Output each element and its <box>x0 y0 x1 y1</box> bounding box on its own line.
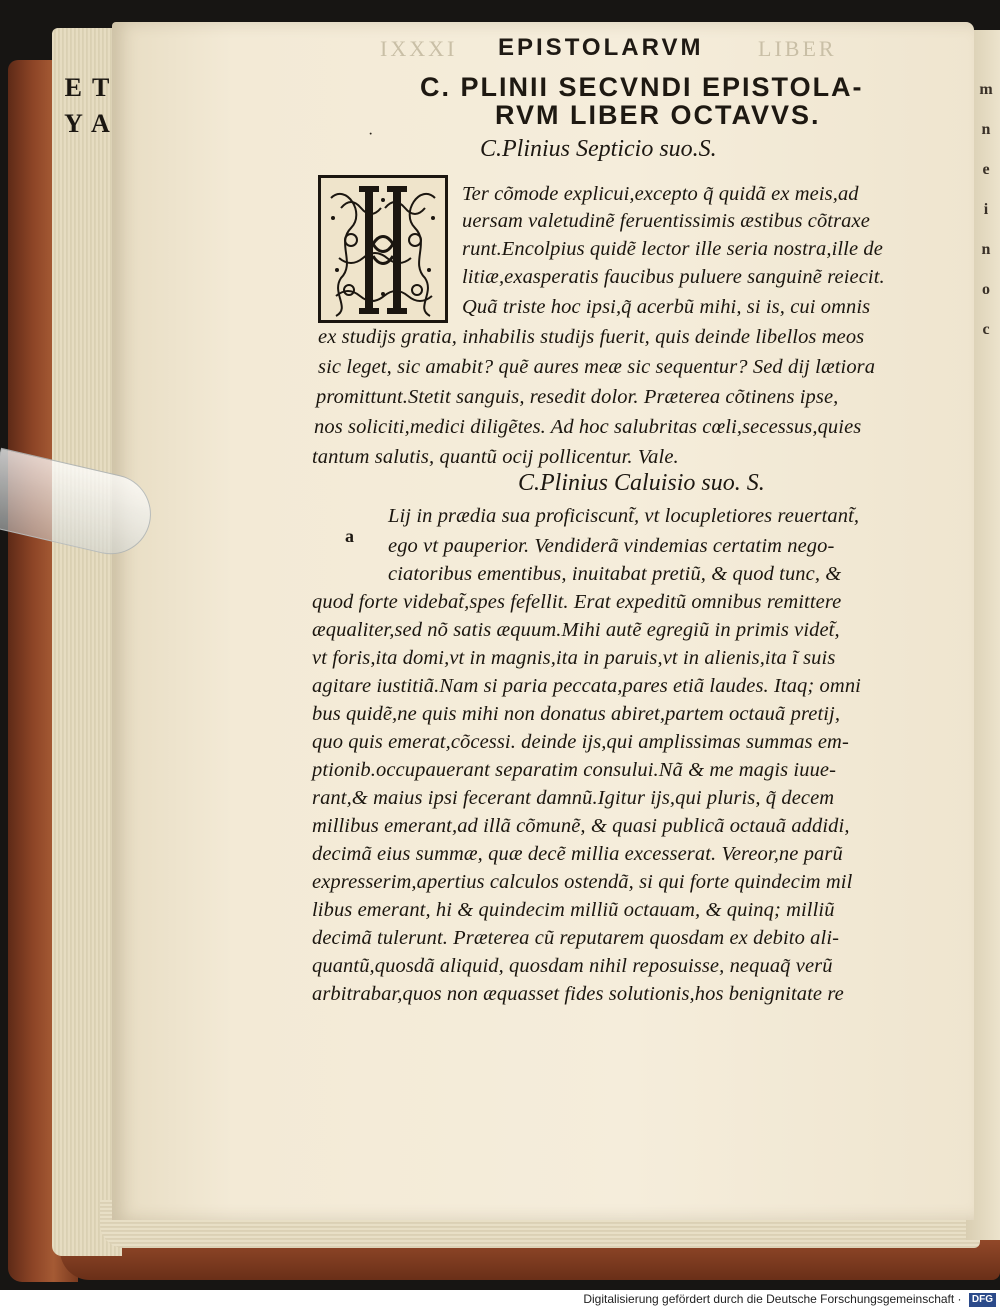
facing-mark: m <box>979 81 993 98</box>
letter-2-line: decimã eius summæ, quæ decẽ millia excesserat. Vereor,ne parũ <box>312 843 843 865</box>
facing-mark: c <box>982 321 990 338</box>
letter-1-line: Ter cõmode explicui,excepto q̃ quidã ex meis,ad <box>462 183 859 205</box>
letter-1-salutation: C.Plinius Septicio suo.S. <box>480 136 717 162</box>
footer-credit: Digitalisierung gefördert durch die Deutsche Forschungsgemeinschaft · <box>583 1292 962 1306</box>
facing-mark: e <box>982 161 990 178</box>
letter-1-line: uersam valetudinẽ feruentissimis æstibus cõtraxe <box>462 210 870 232</box>
letter-2-line: ptionib.occupauerant separatim consului.Nã & me magis iuue- <box>312 759 837 781</box>
header-show-through-left: IXXXI <box>380 36 458 61</box>
letter-2-line: arbitrabar,quos non æquasset fides solutionis,hos benignitate re <box>312 983 844 1005</box>
letter-2-line: quo quis emerat,cõcessi. deinde ijs,qui amplissimas summas em- <box>312 731 849 753</box>
letter-1-line: Quã triste hoc ipsi,q̃ acerbũ mihi, si is, cui omnis <box>462 296 871 318</box>
spine-label: E T Y A <box>64 73 112 138</box>
letter-1-line: nos soliciti,medici diligẽtes. Ad hoc salubritas cœli,secessus,quies <box>314 416 862 438</box>
letter-2-line: millibus emerant,ad illã cõmunẽ, & quasi publicã octauã addidi, <box>312 815 850 837</box>
letter-1-line: ex studijs gratia, inhabilis studijs fuerit, quis deinde libellos meos <box>318 326 865 348</box>
facing-mark: o <box>982 281 990 298</box>
letter-2-line: quod forte videbat̃,spes fefellit. Erat expeditũ omnibus remittere <box>312 591 842 613</box>
letter-1-line: tantum salutis, quantũ ocij pollicentur. Vale. <box>312 446 679 468</box>
letter-2-line: decimã tulerunt. Præterea cũ reputarem quosdam ex debito ali- <box>312 927 840 949</box>
letter-2-line: agitare iustitiã.Nam si paria peccata,pares etiã laudes. Itaq; omni <box>312 675 861 697</box>
letter-1-line: promittunt.Stetit sanguis, resedit dolor. Præterea cõtinens ipse, <box>316 386 839 408</box>
letter-2-line: æqualiter,sed nõ satis æquum.Mihi autẽ egregiũ in primis videt̃, <box>312 619 840 641</box>
letter-1-line: sic leget, sic amabit? quẽ aures meæ sic sequentur? Sed dij lætiora <box>318 356 876 378</box>
letter-2-line: ciatoribus ementibus, inuitabat pretiũ, & quod tunc, & <box>388 563 842 585</box>
digitization-footer <box>396 1290 996 1308</box>
facing-mark: n <box>981 241 991 258</box>
letter-2-line: ego vt pauperior. Vendiderã vindemias certatim nego- <box>388 535 835 557</box>
book-title-line-2: RVM LIBER OCTAVVS. <box>495 100 821 130</box>
letter-2-line: vt foris,ita domi,vt in magnis,ita in paruis,vt in alienis,ita ĩ suis <box>312 647 836 669</box>
dfg-logo: DFG <box>969 1293 996 1307</box>
ink-dot: · <box>368 126 374 143</box>
letter-2-line: bus quidẽ,ne quis mihi non donatus abiret,partem octauã pretij, <box>312 703 841 725</box>
letter-2-line: Lij in prædia sua proficiscunt̃, vt locupletiores reuertant̃, <box>388 505 860 527</box>
letter-2-line: rant,& maius ipsi fecerant damnũ.Igitur ijs,qui pluris, q̃ decem <box>312 787 835 809</box>
letter-1-line: litiæ,exasperatis faucibus puluere sanguinẽ reiecit. <box>462 266 885 288</box>
margin-note: a <box>345 526 354 546</box>
letter-1-line: runt.Encolpius quidẽ lector ille seria nostra,ille de <box>462 238 883 260</box>
running-title: EPISTOLARVM <box>498 34 704 61</box>
letter-2-line: libus emerant, hi & quindecim milliũ octauam, & quinq; milliũ <box>312 899 835 921</box>
ornamental-initial-icon <box>321 178 445 320</box>
facing-mark: i <box>983 201 989 218</box>
header-show-through-right: LIBER <box>758 36 837 61</box>
letter-2-salutation: C.Plinius Caluisio suo. S. <box>518 470 765 496</box>
facing-page-marks <box>972 70 1000 970</box>
running-header <box>380 34 980 64</box>
letter-2-line: expresserim,apertius calculos ostendã, si qui forte quindecim mil <box>312 871 853 893</box>
decorated-initial-letter <box>318 175 448 323</box>
facing-mark: n <box>981 121 991 138</box>
book-title-line-1: C. PLINII SECVNDI EPISTOLA- <box>420 72 864 102</box>
letter-2-line: quantũ,quosdã aliquid, quosdam nihil reposuisse, nequaq̃ verũ <box>312 955 833 977</box>
